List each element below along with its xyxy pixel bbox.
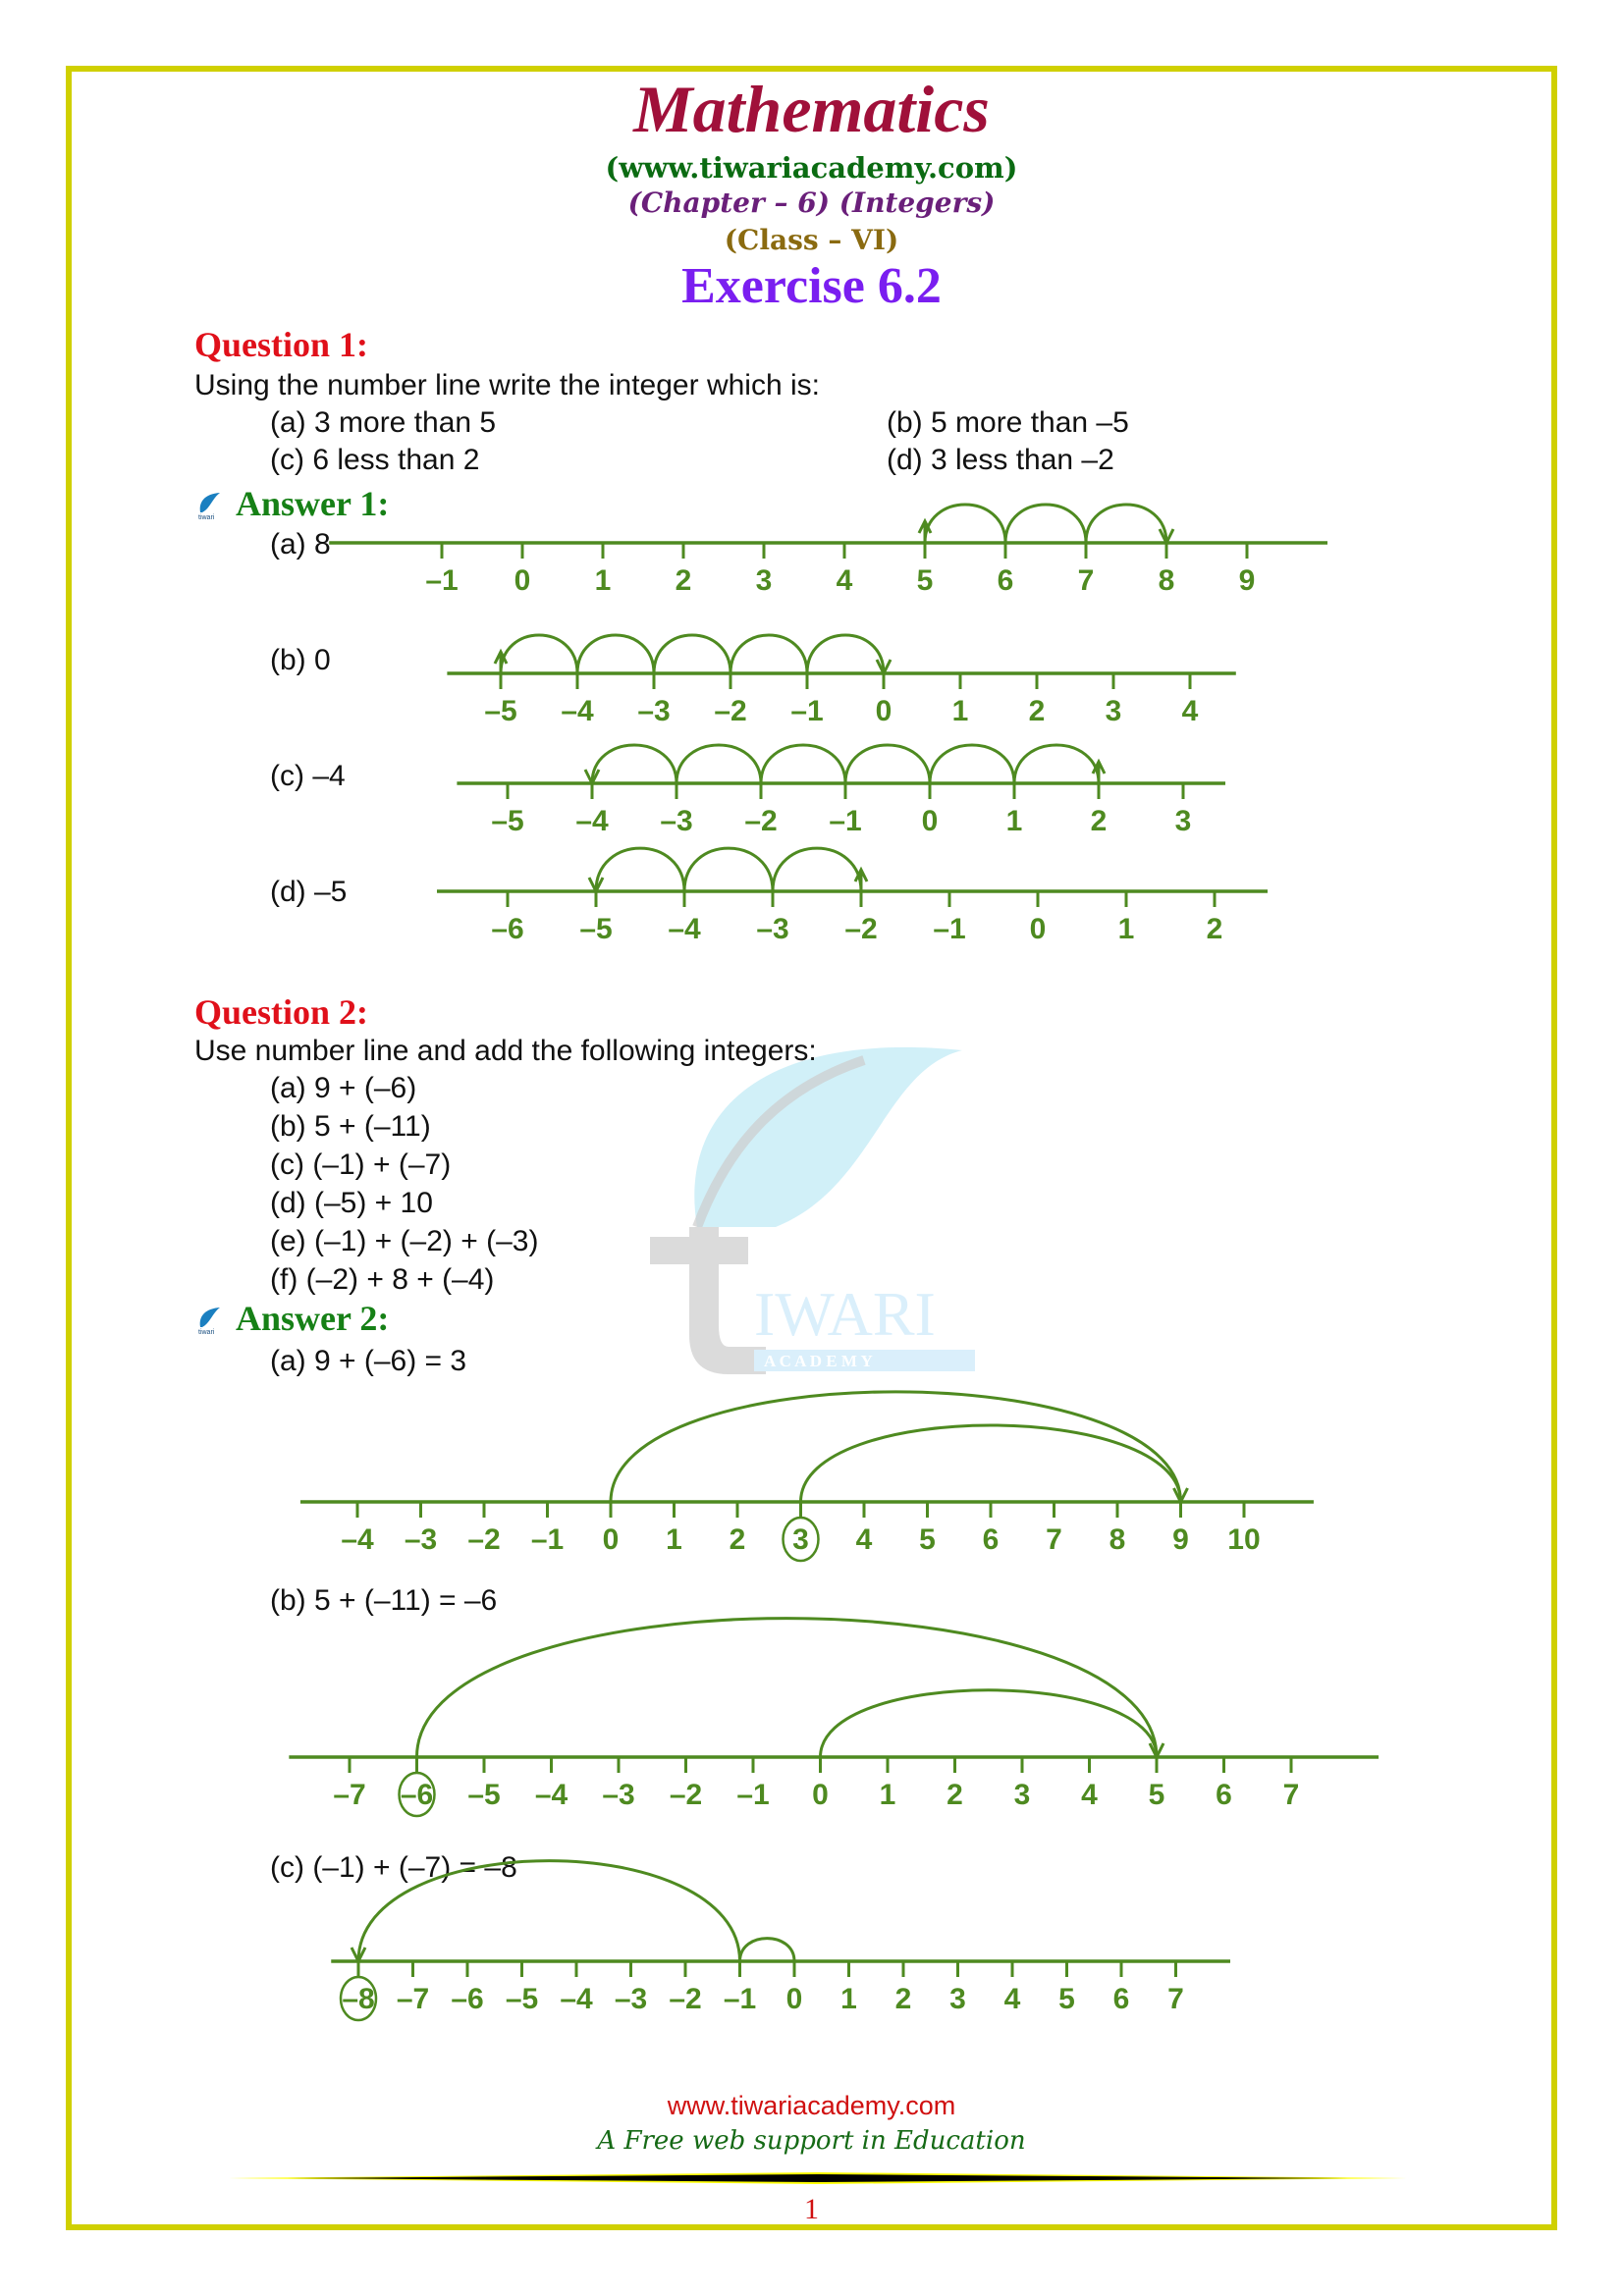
svg-text:–1: –1 [736,1778,770,1811]
svg-text:–5: –5 [484,694,517,727]
svg-text:2: 2 [894,1983,912,2015]
answer-1-part-a: (a) 8 [270,528,331,561]
svg-text:4: 4 [1181,694,1199,727]
svg-text:6: 6 [982,1522,1000,1556]
tiwari-leaf-icon [196,491,222,520]
svg-text:3: 3 [1013,1778,1031,1811]
question-2-part-e: (e) (–1) + (–2) + (–3) [270,1225,539,1257]
svg-text:3: 3 [755,564,773,597]
answer-1-part-b: (b) 0 [270,644,331,676]
question-2-part-c: (c) (–1) + (–7) [270,1148,452,1181]
svg-text:0: 0 [602,1522,620,1556]
svg-text:5: 5 [1058,1983,1075,2015]
exercise-title: Exercise 6.2 [681,258,942,314]
svg-text:–5: –5 [579,913,613,945]
watermark-sub: A C A D E M Y [764,1352,873,1370]
svg-text:–2: –2 [669,1778,703,1811]
answer-2-part-a: (a) 9 + (–6) = 3 [270,1345,467,1377]
svg-text:0: 0 [1029,913,1047,945]
svg-text:–6: –6 [491,913,524,945]
svg-text:–1: –1 [829,805,862,837]
svg-text:–3: –3 [614,1983,648,2015]
svg-text:–4: –4 [561,694,594,727]
svg-text:7: 7 [1282,1778,1300,1811]
question-2-part-f: (f) (–2) + 8 + (–4) [270,1263,495,1296]
svg-text:–1: –1 [425,564,459,597]
question-1-prompt: Using the number line write the integer which is: [194,369,820,401]
svg-text:–4: –4 [341,1522,374,1556]
svg-text:9: 9 [1238,564,1256,597]
page-title: Mathematics [633,72,990,146]
svg-text:–2: –2 [744,805,778,837]
svg-text:8: 8 [1109,1522,1126,1556]
svg-text:–7: –7 [396,1983,430,2015]
svg-text:–4: –4 [560,1983,593,2015]
svg-text:5: 5 [919,1522,936,1556]
svg-text:2: 2 [675,564,692,597]
svg-text:7: 7 [1046,1522,1062,1556]
svg-text:–2: –2 [669,1983,702,2015]
question-1-part-c: (c) 6 less than 2 [270,444,480,476]
svg-text:5: 5 [916,564,934,597]
svg-text:0: 0 [514,564,531,597]
svg-text:–6: –6 [451,1983,484,2015]
svg-text:2: 2 [729,1522,746,1556]
svg-text:1: 1 [840,1983,857,2015]
svg-text:0: 0 [785,1983,803,2015]
svg-text:–4: –4 [575,805,609,837]
svg-text:–8: –8 [342,1983,375,2015]
question-2-part-b: (b) 5 + (–11) [270,1110,431,1143]
number-line-a1b [461,619,1256,742]
svg-text:–2: –2 [467,1522,501,1556]
number-line-a1a [403,489,1347,612]
svg-text:1: 1 [879,1778,896,1811]
svg-text:–3: –3 [404,1522,438,1556]
answer-2-heading: Answer 2: [236,1299,390,1338]
svg-text:–1: –1 [723,1983,757,2015]
svg-text:2: 2 [1206,913,1223,945]
svg-text:–1: –1 [530,1522,565,1556]
svg-text:–3: –3 [602,1778,635,1811]
svg-text:3: 3 [949,1983,966,2015]
svg-text:–5: –5 [467,1778,501,1811]
answer-1-part-d: (d) –5 [270,876,348,908]
svg-text:–3: –3 [756,913,789,945]
svg-text:9: 9 [1172,1522,1189,1556]
answer-1-heading: Answer 1: [236,484,390,523]
svg-text:1: 1 [1117,913,1135,945]
svg-text:2: 2 [1090,805,1108,837]
svg-text:4: 4 [855,1522,873,1556]
header-chapter: (Chapter – 6) (Integers) [627,187,996,219]
svg-text:3: 3 [792,1522,809,1556]
svg-text:–4: –4 [668,913,701,945]
svg-text:–3: –3 [637,694,671,727]
svg-text:7: 7 [1167,1983,1184,2015]
svg-text:–1: –1 [933,913,966,945]
svg-text:8: 8 [1158,564,1175,597]
svg-text:1: 1 [951,694,969,727]
svg-text:1: 1 [666,1522,682,1556]
header-website: (www.tiwariacademy.com) [605,151,1018,185]
question-1-heading: Question 1: [194,325,369,364]
svg-text:–5: –5 [505,1983,539,2015]
svg-text:–1: –1 [790,694,824,727]
svg-text:–2: –2 [714,694,747,727]
number-line-a1d [468,832,1287,960]
question-2-part-d: (d) (–5) + 10 [270,1187,433,1219]
svg-text:6: 6 [997,564,1014,597]
question-1-part-d: (d) 3 less than –2 [887,444,1114,476]
answer-2-part-b: (b) 5 + (–11) = –6 [270,1584,498,1617]
svg-text:0: 0 [875,694,893,727]
question-2-heading: Question 2: [194,992,369,1032]
svg-text:–4: –4 [534,1778,568,1811]
svg-text:1: 1 [594,564,612,597]
footer-tagline: A Free web support in Education [597,2126,1026,2156]
svg-text:5: 5 [1148,1778,1165,1811]
footer-website-link[interactable]: www.tiwariacademy.com [667,2091,956,2120]
watermark-brand: IWARI [754,1279,936,1349]
svg-text:4: 4 [1003,1983,1021,2015]
svg-text:–7: –7 [333,1778,366,1811]
question-1-part-a: (a) 3 more than 5 [270,406,497,439]
svg-text:0: 0 [921,805,939,837]
question-2-part-a: (a) 9 + (–6) [270,1072,417,1104]
svg-text:3: 3 [1105,694,1122,727]
number-line-a2c [319,1843,1250,2030]
question-2-prompt: Use number line and add the following integers: [194,1035,817,1067]
svg-text:–5: –5 [491,805,524,837]
number-line-a2a [318,1374,1333,1571]
tiwari-leaf-icon [196,1306,222,1335]
svg-text:6: 6 [1216,1778,1232,1811]
answer-2-part-c: (c) (–1) + (–7) = –8 [270,1851,517,1884]
svg-text:1: 1 [1005,805,1023,837]
svg-text:7: 7 [1077,564,1095,597]
answer-1-part-c: (c) –4 [270,760,346,792]
svg-text:3: 3 [1174,805,1192,837]
number-line-a2b [310,1600,1398,1826]
svg-text:4: 4 [1081,1778,1098,1811]
svg-text:–6: –6 [400,1778,434,1811]
svg-text:10: 10 [1227,1522,1261,1556]
question-1-part-b: (b) 5 more than –5 [887,406,1129,439]
svg-text:tiwari: tiwari [198,514,215,520]
page-number: 1 [804,2193,819,2225]
header-class: (Class – VI) [724,224,899,256]
svg-text:tiwari: tiwari [198,1329,215,1335]
svg-text:6: 6 [1112,1983,1130,2015]
svg-text:0: 0 [812,1778,829,1811]
svg-text:–2: –2 [844,913,878,945]
svg-text:2: 2 [1028,694,1046,727]
svg-text:2: 2 [947,1778,963,1811]
svg-text:4: 4 [836,564,853,597]
footer-divider [229,2171,1407,2185]
svg-text:–3: –3 [660,805,693,837]
